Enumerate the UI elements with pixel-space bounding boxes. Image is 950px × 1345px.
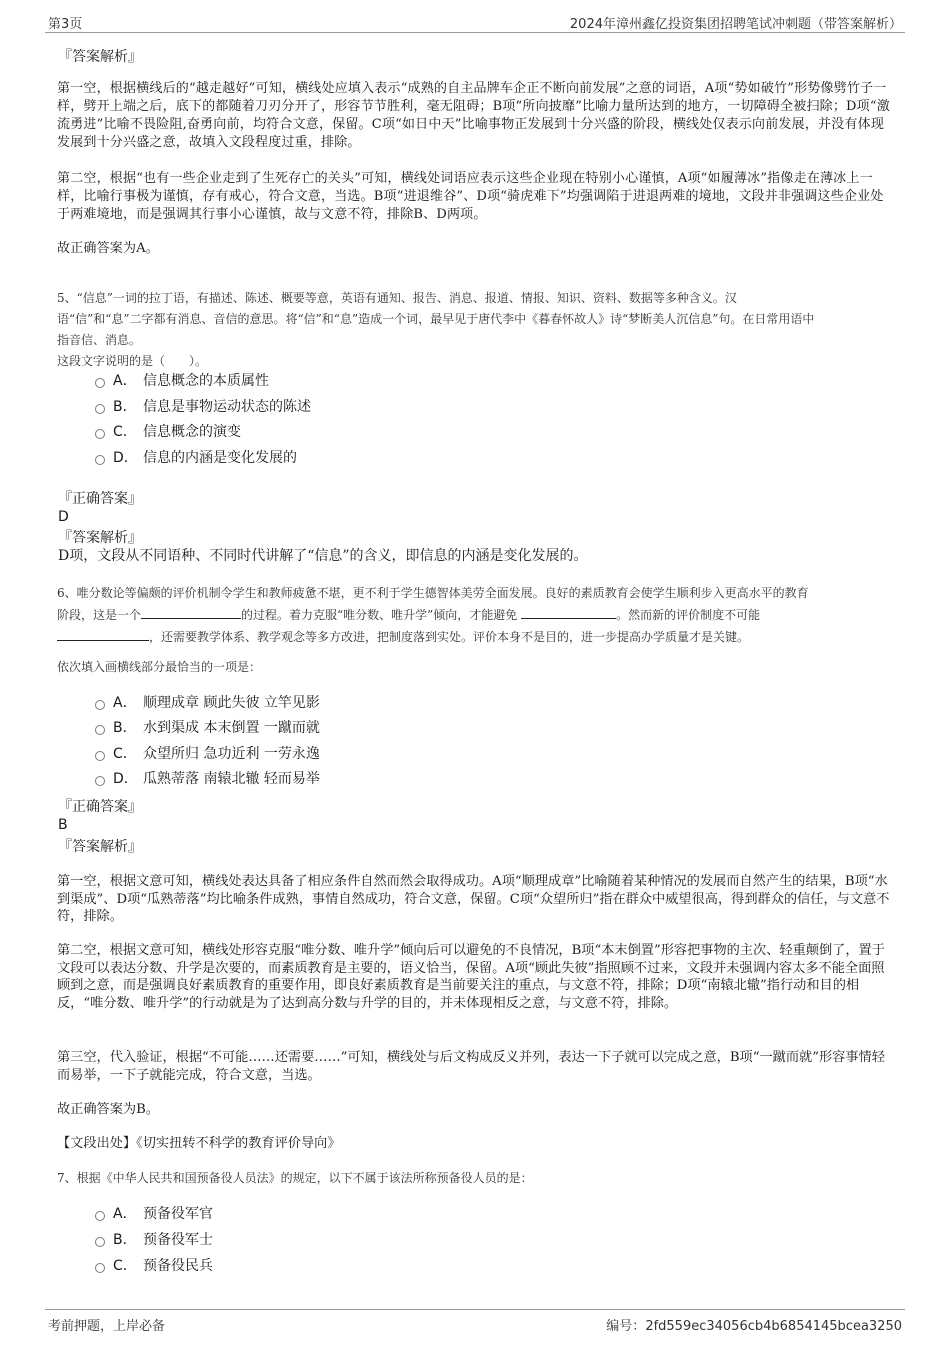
analysis-paragraph: 第一空，根据文意可知，横线处表达具备了相应条件自然而然会取得成功。A项“顺理成章”比喻随着某种情况的发展而自然产生的结果，B项“水到渠成”、D项“瓜熟蒂落”均比喻条件成熟，事情自然成功，符合文意，保留。C项“众望所归”指在群众中威望很高，得到群众的信任，与文意不符，排除。 xyxy=(57,874,890,924)
analysis-tag: 『答案解析』 xyxy=(58,839,142,855)
analysis-paragraph: 第二空，根据文意可知，横线处形容克服“唯分数、唯升学”倾向后可以避免的不良情况，B项“本末倒置”形容把事物的主次、轻重颠倒了，置于文段可以表达分数、升学是次要的，而素质教育是主要的，语义恰当，保留。A项“顾此失彼”指照顾不过来，文段并未强调内容太多不能全面照顾到之意，而是强调良好素质教育的重要作用，即良好素质教育是当前要关注的重点，与文意不符，排除；D项“南辕北辙”指行动和目的相反，“唯分数、唯升学”的行动就是为了达到高分数与升学的目的，并未体现相反之意，与文意不符，排除。 xyxy=(57,943,885,1011)
radio-icon[interactable] xyxy=(95,378,105,388)
radio-icon[interactable] xyxy=(95,404,105,414)
page-footer xyxy=(45,1309,905,1334)
radio-icon[interactable] xyxy=(95,1211,105,1221)
radio-icon[interactable] xyxy=(95,1237,105,1247)
fill-blank-2 xyxy=(521,605,616,619)
radio-icon[interactable] xyxy=(95,455,105,465)
question-5-stem: 5、“信息”一词的拉丁语，有描述、陈述、概要等意，英语有通知、报告、消息、报道、情报、知识、资料、数据等多种含义。汉 语“信”和“息”二字都有消息、音信的意思。将“信”和“息”造成一个词，最早见于唐代李中《暮春怀故人》诗“梦断美人沉信息”句。在日常用语中 指音信、消息。 这段文字说明的是（ ）。 xyxy=(57,291,815,368)
radio-icon[interactable] xyxy=(95,776,105,786)
correct-answer: D xyxy=(58,509,69,525)
q6-option-c[interactable]: C． 众望所归 急功近利 一劳永逸 xyxy=(95,744,320,764)
analysis-paragraph: 第三空，代入验证，根据“不可能……还需要……”可知，横线处与后文构成反义并列，表达一下子就可以完成之意，B项“一蹴而就”形容事情轻而易举，一下子就能完成，符合文意，当选。 xyxy=(57,1050,885,1083)
radio-icon[interactable] xyxy=(95,751,105,761)
radio-icon[interactable] xyxy=(95,1263,105,1273)
q7-option-a[interactable]: A． 预备役军官 xyxy=(95,1204,213,1224)
analysis-tag: 『答案解析』 xyxy=(58,49,142,65)
radio-icon[interactable] xyxy=(95,429,105,439)
footer-slogan: 考前押题，上岸必备 xyxy=(48,1319,166,1334)
q6-option-a[interactable]: A． 顺理成章 顾此失彼 立竿见影 xyxy=(95,693,320,713)
page-number: 第3页 xyxy=(48,17,83,32)
question-6-prompt: 依次填入画横线部分最恰当的一项是： xyxy=(57,660,262,674)
document-code: 编号：2fd559ec34056cb4b6854145bcea3250 xyxy=(606,1319,902,1334)
q7-option-b[interactable]: B． 预备役军士 xyxy=(95,1230,213,1250)
correct-answer-tag: 『正确答案』 xyxy=(58,799,142,815)
q6-option-b[interactable]: B． 水到渠成 本末倒置 一蹴而就 xyxy=(95,718,320,738)
analysis-tag: 『答案解析』 xyxy=(58,530,142,546)
document-title: 2024年漳州鑫亿投资集团招聘笔试冲刺题（带答案解析） xyxy=(569,17,902,32)
fill-blank-1 xyxy=(141,605,241,619)
question-6-stem: 6、唯分数论等偏颇的评价机制令学生和教师疲惫不堪，更不利于学生德智体美劳全面发展。良好的素质教育会使学生顺利步入更高水平的教育 阶段，这是一个 的过程。着力克服“唯分数、唯升学”倾向，才能避免 。然而新的评价制度不可能 ，还需要教学体系、教学观念等多方改进，把制度落到实处。评价本身不是目的，进一步提高办学质量才是关键。 xyxy=(57,586,809,644)
q5-option-c[interactable]: C． 信息概念的演变 xyxy=(95,422,241,442)
analysis-paragraph: 第二空，根据“也有一些企业走到了生死存亡的关头”可知，横线处词语应表示这些企业现在特别小心谨慎，A项“如履薄冰”指像走在薄冰上一样，比喻行事极为谨慎，存有戒心，符合文意，当选。B项“进退维谷”、D项“骑虎难下”均强调陷于进退两难的境地，文段并非强调这些企业处于两难境地，而是强调其行事小心谨慎，故与文意不符，排除B、D两项。 xyxy=(57,171,884,222)
radio-icon[interactable] xyxy=(95,700,105,710)
q5-option-a[interactable]: A． 信息概念的本质属性 xyxy=(95,371,269,391)
radio-icon[interactable] xyxy=(95,725,105,735)
analysis-paragraph: D项，文段从不同语种、不同时代讲解了“信息”的含义，即信息的内涵是变化发展的。 xyxy=(58,548,588,564)
correct-answer: B xyxy=(58,817,68,833)
analysis-paragraph: 第一空，根据横线后的“越走越好”可知，横线处应填入表示“成熟的自主品牌车企正不断向前发展”之意的词语，A项“势如破竹”形势像劈竹子一样，劈开上端之后，底下的都随着刀刃分开了，形容节节胜利，毫无阻碍；B项“所向披靡”比喻力量所达到的地方，一切障碍全被扫除；D项“激流勇进”比喻不畏险阻,奋勇向前，均符合文意，保留。C项“如日中天”比喻事物正发展到十分兴盛的阶段，横线处仅表示向前发展，并没有体现发展到十分兴盛之意，故填入文段程度过重，排除。 xyxy=(57,81,890,150)
source-citation: 【文段出处】《切实扭转不科学的教育评价导向》 xyxy=(57,1136,341,1151)
correct-answer-tag: 『正确答案』 xyxy=(58,491,142,507)
question-7-stem: 7、根据《中华人民共和国预备役人员法》的规定，以下不属于该法所称预备役人员的是： xyxy=(57,1171,533,1185)
analysis-conclusion: 故正确答案为A。 xyxy=(57,241,159,256)
q6-option-d[interactable]: D． 瓜熟蒂落 南辕北辙 轻而易举 xyxy=(95,769,320,789)
q7-option-c[interactable]: C． 预备役民兵 xyxy=(95,1256,213,1276)
q5-option-d[interactable]: D． 信息的内涵是变化发展的 xyxy=(95,448,297,468)
fill-blank-3 xyxy=(57,627,149,641)
q5-option-b[interactable]: B． 信息是事物运动状态的陈述 xyxy=(95,397,311,417)
page-header xyxy=(45,10,905,33)
analysis-conclusion: 故正确答案为B。 xyxy=(57,1102,160,1117)
